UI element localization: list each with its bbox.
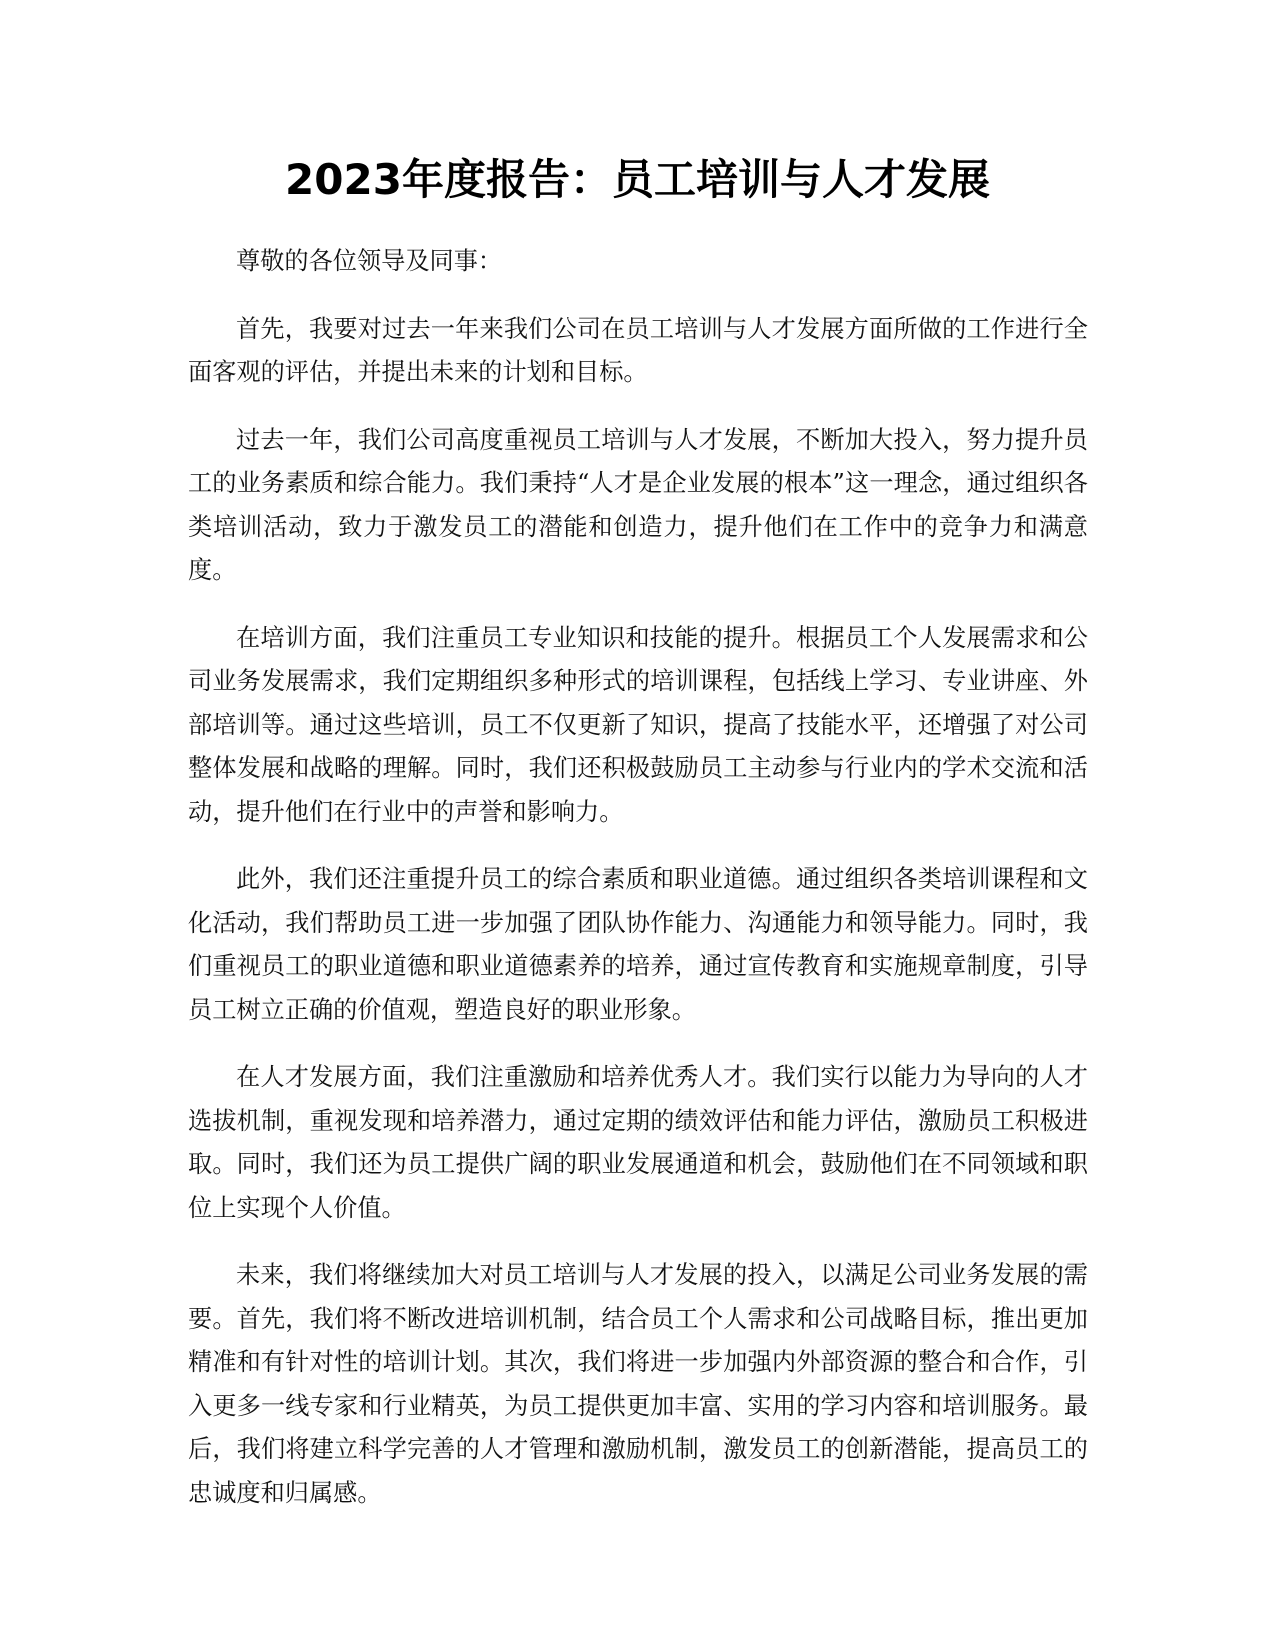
paragraph-intro: 首先，我要对过去一年来我们公司在员工培训与人才发展方面所做的工作进行全面客观的评估，并提出未来的计划和目标。 <box>188 314 1088 386</box>
paragraph-past-year: 过去一年，我们公司高度重视员工培训与人才发展，不断加大投入，努力提升员工的业务素质和综合能力。我们秉持“人才是企业发展的根本”这一理念，通过组织各类培训活动，致力于激发员工的潜能和创造力，提升他们在工作中的竞争力和满意度。 <box>188 425 1088 584</box>
paragraph-training: 在培训方面，我们注重员工专业知识和技能的提升。根据员工个人发展需求和公司业务发展需求，我们定期组织多种形式的培训课程，包括线上学习、专业讲座、外部培训等。通过这些培训，员工不仅更新了知识，提高了技能水平，还增强了对公司整体发展和战略的理解。同时，我们还积极鼓励员工主动参与行业内的学术交流和活动，提升他们在行业中的声誉和影响力。 <box>188 623 1088 826</box>
salutation: 尊敬的各位领导及同事： <box>236 247 503 275</box>
paragraph-ethics: 此外，我们还注重提升员工的综合素质和职业道德。通过组织各类培训课程和文化活动，我们帮助员工进一步加强了团队协作能力、沟通能力和领导能力。同时，我们重视员工的职业道德和职业道德素养的培养，通过宣传教育和实施规章制度，引导员工树立正确的价值观，塑造良好的职业形象。 <box>188 865 1088 1024</box>
document-body <box>188 240 1088 1539</box>
paragraph-talent: 在人才发展方面，我们注重激励和培养优秀人才。我们实行以能力为导向的人才选拔机制，重视发现和培养潜力，通过定期的绩效评估和能力评估，激励员工积极进取。同时，我们还为员工提供广阔的职业发展通道和机会，鼓励他们在不同领域和职位上实现个人价值。 <box>188 1063 1088 1222</box>
paragraph-future: 未来，我们将继续加大对员工培训与人才发展的投入，以满足公司业务发展的需要。首先，我们将不断改进培训机制，结合员工个人需求和公司战略目标，推出更加精准和有针对性的培训计划。其次，我们将进一步加强内外部资源的整合和合作，引入更多一线专家和行业精英，为员工提供更加丰富、实用的学习内容和培训服务。最后，我们将建立科学完善的人才管理和激励机制，激发员工的创新潜能，提高员工的忠诚度和归属感。 <box>188 1261 1088 1507</box>
document-title: 2023年度报告：员工培训与人才发展 <box>285 155 990 204</box>
